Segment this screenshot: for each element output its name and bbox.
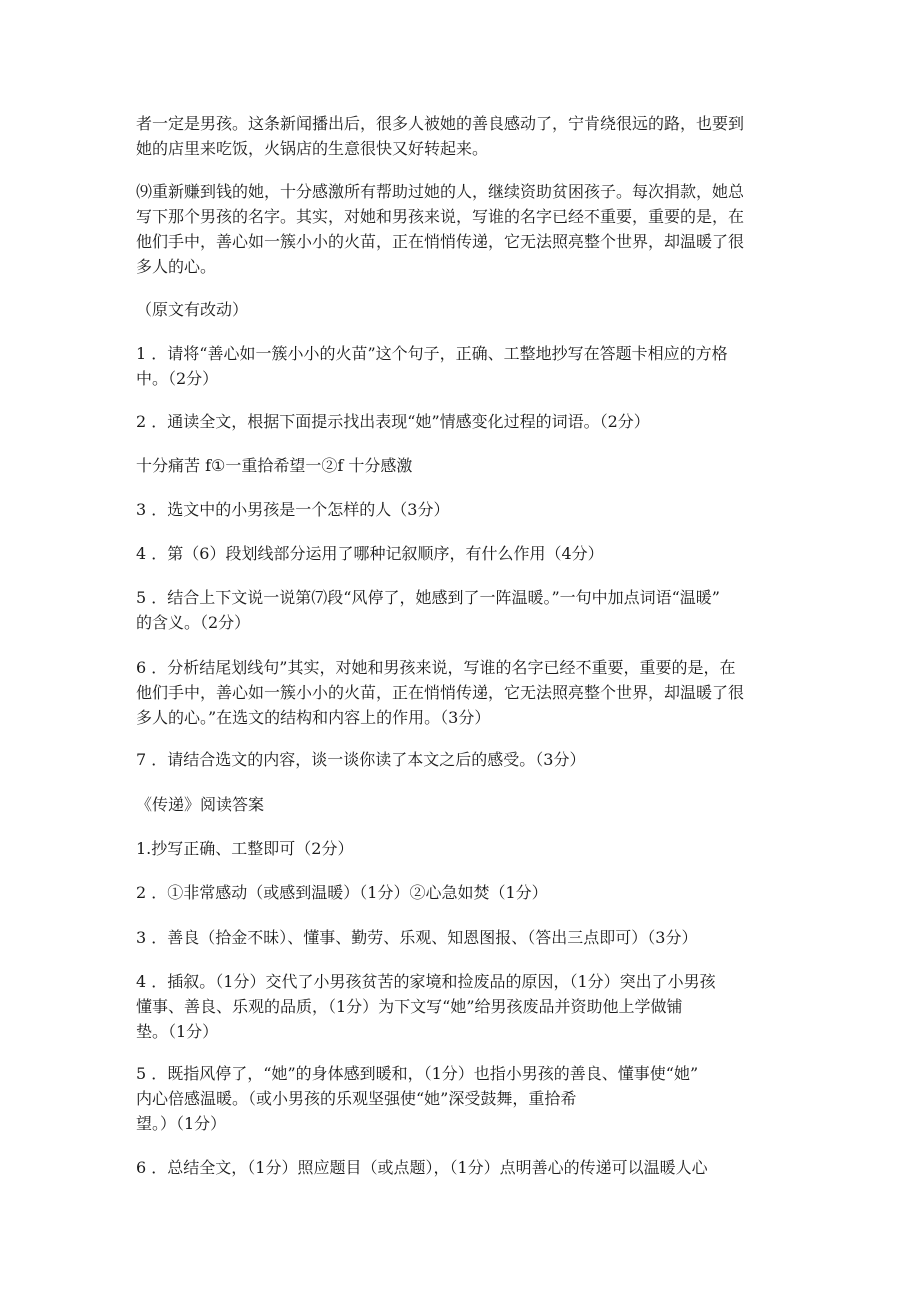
text-line: 1.抄写正确、工整即可（2分） (136, 839, 354, 858)
answer-4 (136, 969, 786, 1044)
text-line: 内心倍感温暖。（或小男孩的乐观坚强使“她”深受鼓舞，重拾希 (136, 1089, 577, 1108)
question-6 (136, 655, 786, 730)
text-line: （原文有改动） (136, 300, 249, 319)
question-2-hint (136, 453, 786, 478)
answer-6 (136, 1155, 786, 1180)
text-line: 6 ．分析结尾划线句”其实，对她和男孩来说，写谁的名字已经不重要，重要的是，在 (136, 658, 736, 677)
question-7 (136, 747, 786, 772)
text-line: 3 ．善良（拾金不昧）、懂事、勤劳、乐观、知恩图报、（答出三点即可）（3分） (136, 928, 698, 947)
text-line: 3 ．选文中的小男孩是一个怎样的人（3分） (136, 500, 450, 519)
question-2 (136, 409, 786, 434)
text-line: 者一定是男孩。这条新闻播出后，很多人被她的善良感动了，宁肯绕很远的路，也要到 (136, 114, 745, 133)
answer-3 (136, 925, 786, 950)
text-line: 他们手中，善心如一簇小小的火苗，正在悄悄传递，它无法照亮整个世界，却温暖了很 (136, 232, 745, 251)
text-line: 《传递》阅读答案 (136, 795, 265, 814)
story-paragraph-9 (136, 179, 786, 279)
text-line: 十分痛苦 f①一重拾希望一②f 十分感激 (136, 456, 413, 475)
text-line: ⑼重新赚到钱的她，十分感激所有帮助过她的人，继续资助贫困孩子。每次捐款，她总 (136, 182, 745, 201)
text-line: 4 ．插叙。（1分）交代了小男孩贫苦的家境和捡废品的原因，（1分）突出了小男孩 (136, 972, 716, 991)
text-line: 多人的心。 (136, 257, 217, 276)
source-note (136, 297, 786, 322)
text-line: 望。）（1分） (136, 1114, 227, 1133)
text-line: 5 ．结合上下文说一说第⑺段“风停了，她感到了一阵温暖。”一句中加点词语“温暖” (136, 588, 720, 607)
text-line: 2 ．①非常感动（或感到温暖）（1分）②心急如焚（1分） (136, 883, 548, 902)
question-1 (136, 341, 786, 391)
text-line: 中。（2分） (136, 369, 219, 388)
story-paragraph-ending (136, 111, 786, 161)
text-line: 7 ．请结合选文的内容，谈一谈你读了本文之后的感受。（3分） (136, 750, 586, 769)
text-line: 懂事、善良、乐观的品质，（1分）为下文写“她”给男孩废品并资助他上学做铺 (136, 997, 683, 1016)
answers-heading (136, 792, 786, 817)
text-line: 写下那个男孩的名字。其实，对她和男孩来说，写谁的名字已经不重要，重要的是，在 (136, 207, 745, 226)
text-line: 他们手中，善心如一簇小小的火苗，正在悄悄传递，它无法照亮整个世界，却温暖了很 (136, 683, 745, 702)
text-line: 的含义。（2分） (136, 613, 251, 632)
answer-5 (136, 1061, 786, 1136)
text-line: 5 ．既指风停了，“她”的身体感到暖和，（1分）也指小男孩的善良、懂事使“她” (136, 1064, 699, 1083)
text-line: 1 ．请将“善心如一簇小小的火苗”这个句子，正确、工整地抄写在答题卡相应的方格 (136, 344, 728, 363)
answer-2 (136, 880, 786, 905)
text-line: 2 ．通读全文，根据下面提示找出表现“她”情感变化过程的词语。（2分） (136, 412, 650, 431)
question-3 (136, 497, 786, 522)
question-4 (136, 541, 786, 566)
text-line: 多人的心。”在选文的结构和内容上的作用。（3分） (136, 708, 491, 727)
question-5 (136, 585, 786, 635)
text-line: 6 ．总结全文，（1分）照应题目（或点题），（1分）点明善心的传递可以温暖人心 (136, 1158, 708, 1177)
text-line: 4 ．第（6）段划线部分运用了哪种记叙顺序，有什么作用（4分） (136, 544, 604, 563)
text-line: 垫。（1分） (136, 1022, 219, 1041)
text-line: 她的店里来吃饭，火锅店的生意很快又好转起来。 (136, 139, 489, 158)
answer-1 (136, 836, 786, 861)
